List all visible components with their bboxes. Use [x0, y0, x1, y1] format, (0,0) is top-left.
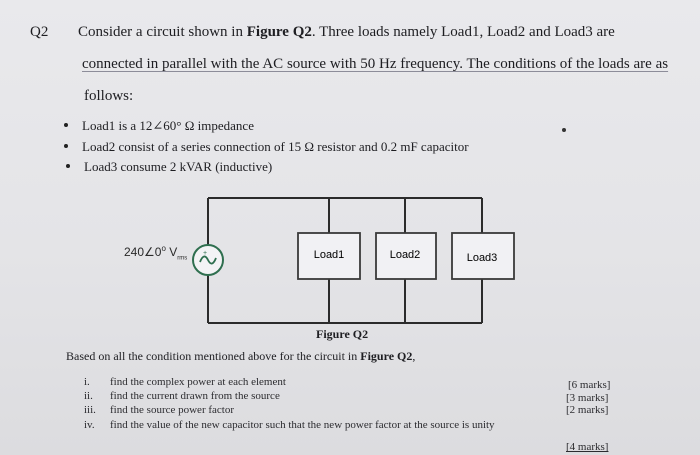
subquestion-text: find the source power factor — [110, 404, 235, 416]
ac-source-icon — [193, 245, 223, 275]
marks-i: [6 marks] — [568, 379, 611, 391]
question-number: Q2 — [30, 24, 49, 40]
subquestion-number: iv. — [84, 419, 95, 431]
bullet-text: Load1 is a 12∠60° Ω impedance — [82, 118, 254, 133]
source-value: 240∠0 — [124, 245, 162, 259]
question-line-3: follows: — [84, 88, 134, 104]
figure-reference: Figure Q2 — [246, 24, 312, 40]
source-degree: o — [161, 244, 166, 253]
subquestion-text: find the value of the new capacitor such that the new power factor at the source is unity — [110, 419, 495, 431]
based-on-end: , — [412, 349, 416, 363]
load1-label: Load1 — [313, 249, 345, 261]
source-unit-sub: rms — [177, 255, 188, 262]
figure-caption: Figure Q2 — [316, 327, 369, 341]
load3-label: Load3 — [466, 252, 498, 264]
subquestion-number: i. — [84, 376, 90, 388]
subquestion-iii — [84, 404, 234, 416]
based-figure-reference: Figure Q2 — [360, 349, 413, 363]
based-on-text: Based on all the condition mentioned above for the circuit in — [66, 349, 361, 363]
question-line-2: connected in parallel with the AC source with 50 Hz frequency. The conditions of the loads are as — [82, 56, 669, 72]
question-line-1-start: Consider a circuit shown in — [78, 24, 247, 40]
subquestion-number: iii. — [84, 404, 96, 416]
marks-iii: [2 marks] — [566, 404, 609, 416]
subquestion-text: find the complex power at each element — [110, 376, 286, 388]
subquestion-ii — [84, 390, 280, 402]
based-on-line — [66, 349, 415, 364]
subquestion-text: find the current drawn from the source — [110, 390, 280, 402]
bullet-text: Load2 consist of a series connection of 15 Ω resistor and 0.2 mF capacitor — [82, 139, 469, 154]
load2-label: Load2 — [389, 249, 421, 261]
source-unit: V — [165, 245, 178, 259]
subquestion-number: ii. — [84, 390, 93, 402]
question-line-1-end: . Three loads namely Load1, Load2 and Load3 are — [311, 24, 615, 40]
source-value-label — [124, 244, 187, 261]
marks-ii: [3 marks] — [566, 392, 609, 404]
marks-iv: [4 marks] — [566, 441, 609, 453]
subquestion-iv — [84, 419, 495, 431]
subquestion-i — [84, 376, 286, 388]
bullet-text: Load3 consume 2 kVAR (inductive) — [84, 159, 273, 174]
svg-text:+: + — [203, 250, 208, 257]
